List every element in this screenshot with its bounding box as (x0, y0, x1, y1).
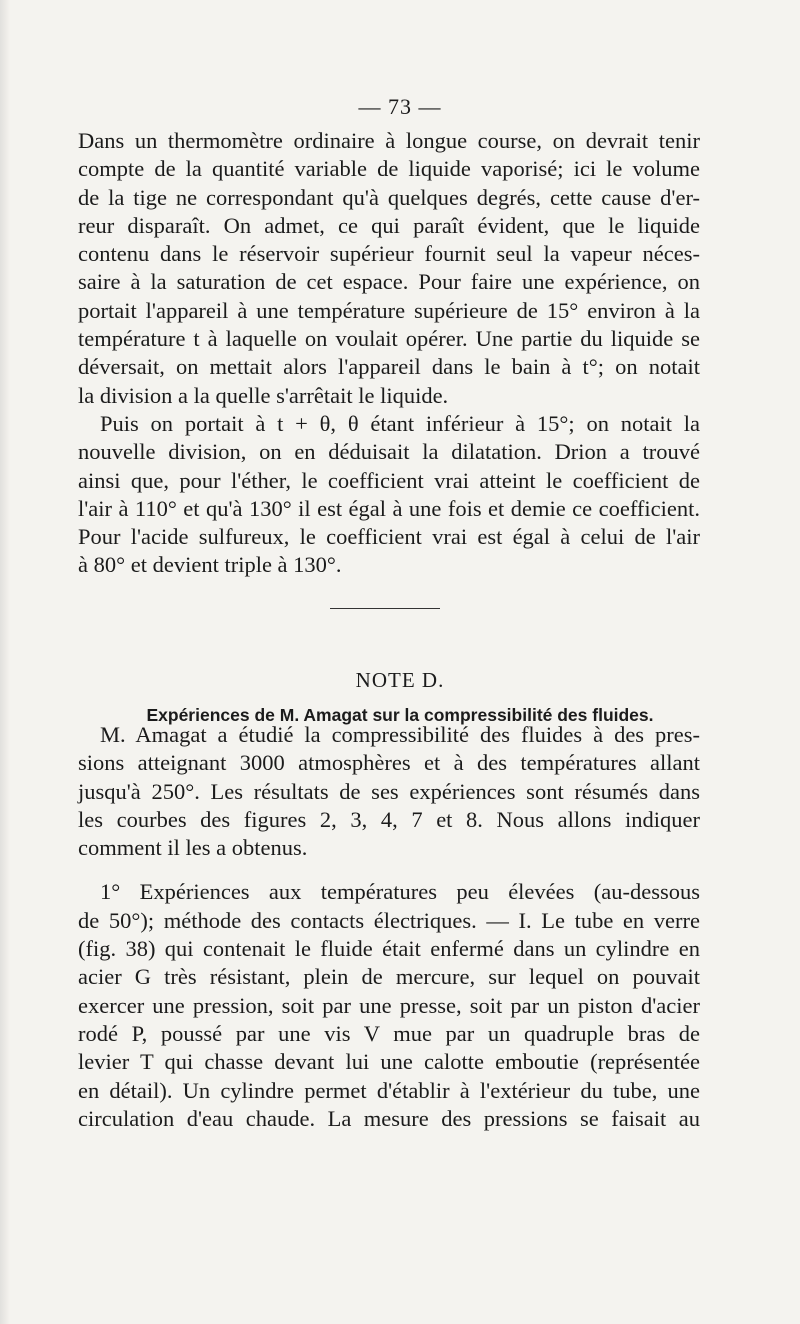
paragraph-drion-dilatation (78, 127, 700, 580)
text-line: M. Amagat a étudié la compressibilité des fluides à des pres- (100, 722, 700, 747)
text-line: déversait, on mettait alors l'appareil dans le bain à t°; on notait (78, 354, 700, 380)
note-subtitle: Expériences de M. Amagat sur la compressibilité des fluides. (146, 705, 654, 725)
text-line: contenu dans le réservoir supérieur fournit seul la vapeur néces- (78, 241, 700, 267)
text-line: nouvelle division, on en déduisait la dilatation. Drion a trouvé (78, 439, 700, 465)
text-line: comment il les a obtenus. (78, 835, 308, 861)
text-line: Dans un thermomètre ordinaire à longue course, on devrait tenir (78, 128, 700, 153)
page-edge-shadow (0, 0, 10, 1324)
text-line: circulation d'eau chaude. La mesure des pressions se faisait au (78, 1105, 700, 1131)
text-line: 1° Expériences aux températures peu élevées (au-dessous (100, 879, 700, 905)
text-line: de 50°); méthode des contacts électriques. — I. Le tube en verre (78, 907, 700, 933)
section-divider (330, 608, 440, 609)
note-title: NOTE D. (355, 668, 445, 692)
text-line: reur disparaît. On admet, ce qui paraît évident, que le liquide (78, 212, 700, 238)
text-line: (fig. 38) qui contenait le fluide était enfermé dans un cylindre en (78, 936, 700, 962)
text-line: exercer une pression, soit par une presse, soit par un piston d'acier (78, 992, 700, 1018)
text-line: levier T qui chasse devant lui une calotte emboutie (représentée (78, 1049, 700, 1075)
text-line: la division a la quelle s'arrêtait le liquide. (78, 382, 449, 408)
text-line: température t à laquelle on voulait opérer. Une partie du liquide se (78, 326, 700, 352)
text-line: acier G très résistant, plein de mercure, sur lequel on pouvait (78, 964, 700, 990)
text-line: en détail). Un cylindre permet d'établir à l'extérieur du tube, une (78, 1077, 700, 1103)
text-line: jusqu'à 250°. Les résultats de ses expériences sont résumés dans (78, 778, 700, 804)
text-line: à 80° et devient triple à 130°. (78, 552, 342, 578)
text-line: de la tige ne correspondant qu'à quelques degrés, cette cause d'er- (78, 184, 700, 210)
text-line: l'air à 110° et qu'à 130° il est égal à une fois et demie ce coefficient. (78, 495, 700, 521)
text-line: ainsi que, pour l'éther, le coefficient vrai atteint le coefficient de (78, 467, 700, 493)
text-line: portait l'appareil à une température supérieure de 15° environ à la (78, 297, 700, 323)
text-line: saire à la saturation de cet espace. Pour faire une expérience, on (78, 269, 700, 295)
text-line: rodé P, poussé par une vis V mue par un quadruple bras de (78, 1020, 700, 1046)
paragraph-amagat-intro (78, 721, 700, 1133)
text-line: les courbes des figures 2, 3, 4, 7 et 8. Nous allons indiquer (78, 806, 700, 832)
text-line: sions atteignant 3000 atmosphères et à des températures allant (78, 750, 700, 776)
text-line: compte de la quantité variable de liquide vaporisé; ici le volume (78, 156, 700, 182)
text-line: Pour l'acide sulfureux, le coefficient vrai est égal à celui de l'air (78, 524, 700, 550)
text-line: Puis on portait à t + θ, θ étant inférieur à 15°; on notait la (100, 410, 700, 436)
page-number: — 73 — (358, 94, 442, 119)
paragraph-gap (78, 862, 700, 878)
